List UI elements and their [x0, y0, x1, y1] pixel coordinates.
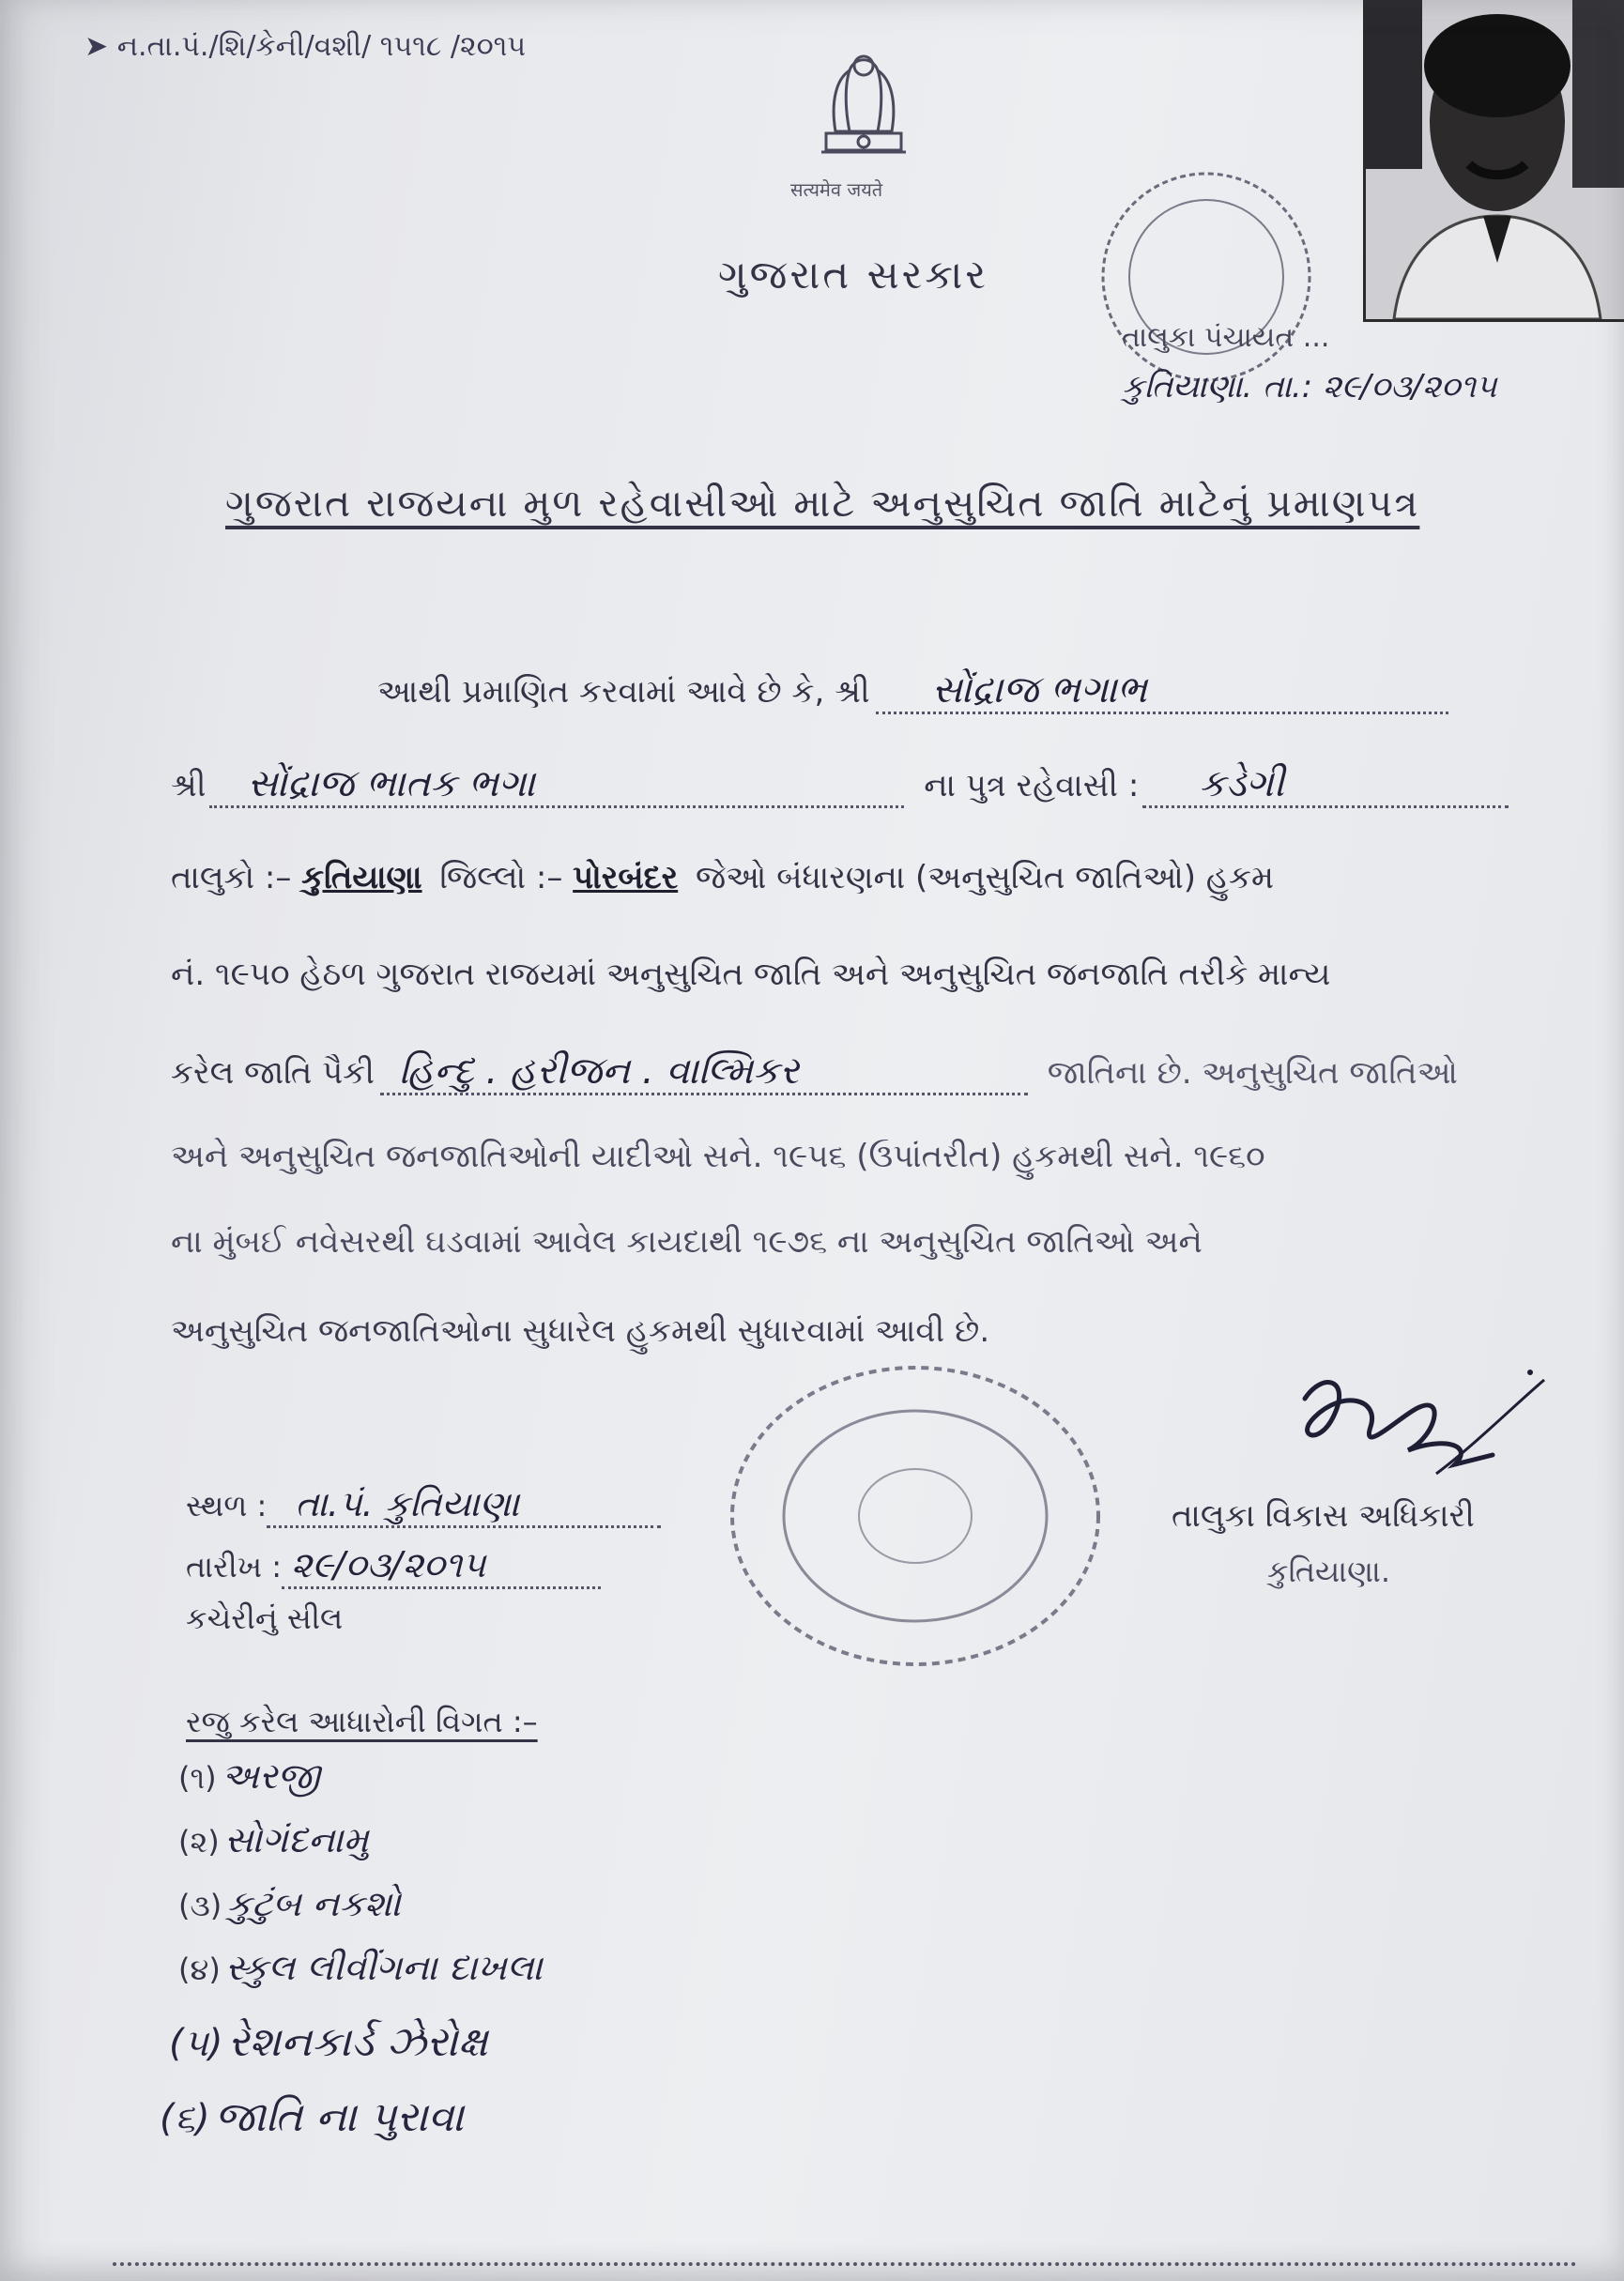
- office-seal-label: કચેરીનું સીલ: [186, 1600, 344, 1636]
- place-field: [267, 1483, 661, 1528]
- taluka-value: કુતિયાણા: [301, 859, 422, 896]
- document-number: (૫): [169, 2022, 223, 2065]
- photo-stamp-line2: કુતિયાણા. તા.: ૨૯/૦૩/૨૦૧૫: [1122, 368, 1497, 406]
- order-reference-text: જેઓ બંધારણના (અનુસુચિત જાતિઓ) હુકમ: [696, 859, 1274, 896]
- document-number: (૨): [178, 1824, 220, 1860]
- certificate-title: ગુજરાત રાજયના મુળ રહેવાસીઓ માટે અનુસુચિત જાતિ માટેનું પ્રમાણપત્ર: [225, 481, 1420, 526]
- document-item: [169, 2018, 488, 2066]
- officer-title: તાલુકા વિકાસ અધિકારી: [1172, 1497, 1475, 1535]
- caste-intro: કરેલ જાતિ પૈકી: [171, 1054, 375, 1092]
- body-line-1: [377, 668, 1579, 714]
- office-seal-icon: [723, 1356, 1108, 1676]
- father-name: સોંદ્રાજ ભાતક ભગા: [247, 762, 536, 805]
- applicant-photo: [1363, 0, 1624, 322]
- place-row: [186, 1483, 661, 1528]
- document-number: (૧): [178, 1760, 217, 1796]
- reference-number: [84, 30, 526, 63]
- body-line-8: અનુસુચિત જનજાતિઓના સુધારેલ હુકમથી સુધારવામાં આવી છે.: [171, 1312, 990, 1350]
- body-line-7: ના મુંબઈ નવેસરથી ઘડવામાં આવેલ કાયદાથી ૧૯૭૬ ના અનુસુચિત જાતિઓ અને: [171, 1223, 1203, 1261]
- document-text: કુટુંબ નકશો: [226, 1883, 401, 1924]
- panchayat-stamp-icon: [1094, 164, 1319, 390]
- document-text: રેશનકાર્ડ ઝેરોક્ષ: [227, 2018, 488, 2066]
- documents-heading: રજુ કરેલ આધારોની વિગત :–: [186, 1704, 538, 1739]
- document-item: [160, 2093, 464, 2141]
- officer-signature: [1267, 1361, 1549, 1493]
- date-row: [186, 1544, 601, 1589]
- village-field: [1142, 762, 1509, 808]
- father-name-field: [209, 762, 904, 808]
- caste-value: હિન્દુ . હરીજન . વાલ્મિકર: [398, 1049, 800, 1093]
- caste-field: [380, 1049, 1028, 1095]
- body-line-2: [171, 762, 1579, 808]
- document-item: [178, 1755, 320, 1798]
- pointer-mark: ➤: [84, 30, 117, 63]
- emblem-motto: सत्यमेव जयते: [790, 178, 883, 201]
- document-item: [178, 1819, 369, 1861]
- caste-suffix-text: જાતિના છે. અનુસુચિત જાતિઓ: [1047, 1054, 1458, 1092]
- district-value: પોરબંદર: [573, 859, 679, 896]
- taluka-label: તાલુકો :–: [171, 859, 292, 896]
- document-item: [178, 1883, 401, 1925]
- document-text: સોગંદનામુ: [223, 1819, 369, 1860]
- photo-stamp-line1: તાલુકા પંચાયત ...: [1122, 321, 1330, 354]
- document-number: (૪): [178, 1952, 221, 1987]
- shri-label: શ્રી: [171, 767, 207, 804]
- body-line-6: અને અનુસુચિત જનજાતિઓની યાદીઓ સને. ૧૯૫૬ (ઉપાંતરીત) હુકમથી સને. ૧૯૬૦: [171, 1138, 1265, 1175]
- officer-place: કુતિયાણા.: [1267, 1554, 1391, 1589]
- certify-intro: આથી પ્રમાણિત કરવામાં આવે છે કે, શ્રી: [377, 673, 870, 711]
- document-text: સ્કુલ લીવીંગના દાખલા: [224, 1947, 543, 1988]
- son-of-resident-label: ના પુત્ર રહેવાસી :: [924, 767, 1140, 804]
- document-item: [178, 1947, 543, 1989]
- date-field: [282, 1544, 601, 1589]
- ref-number-text: ન.તા.પં./શિ/કેની/વશી/ ૧૫૧૮ /૨૦૧૫: [116, 30, 527, 63]
- place-label: સ્થળ :: [186, 1488, 268, 1523]
- government-heading: ગુજરાત સરકાર: [718, 252, 988, 298]
- date-label: તારીખ :: [186, 1549, 283, 1584]
- applicant-name-field: [876, 668, 1448, 714]
- document-text: જાતિ ના પુરાવા: [214, 2093, 465, 2141]
- place-value: તા.પં. કુતિયાણા: [295, 1483, 520, 1524]
- body-line-3: [171, 859, 1274, 896]
- date-value: ૨૯/૦૩/૨૦૧૫: [291, 1544, 486, 1585]
- body-line-5: [171, 1049, 1458, 1095]
- portrait-image: [1366, 0, 1624, 319]
- body-line-4: નં. ૧૯૫૦ હેઠળ ગુજરાત રાજયમાં અનુસુચિત જાતિ અને અનુસુચિત જનજાતિ તરીકે માન્ય: [171, 956, 1331, 993]
- national-emblem-icon: [779, 28, 948, 197]
- village-name: કડેગી: [1199, 762, 1285, 805]
- document-number: (૬): [160, 2097, 210, 2140]
- applicant-name: સોંદ્રાજ ભગાભ: [931, 668, 1147, 712]
- bottom-edge-line: [113, 2262, 1577, 2266]
- document-text: અરજી: [221, 1755, 320, 1797]
- document-number: (૩): [178, 1888, 222, 1923]
- district-label: જિલ્લો :–: [439, 859, 563, 896]
